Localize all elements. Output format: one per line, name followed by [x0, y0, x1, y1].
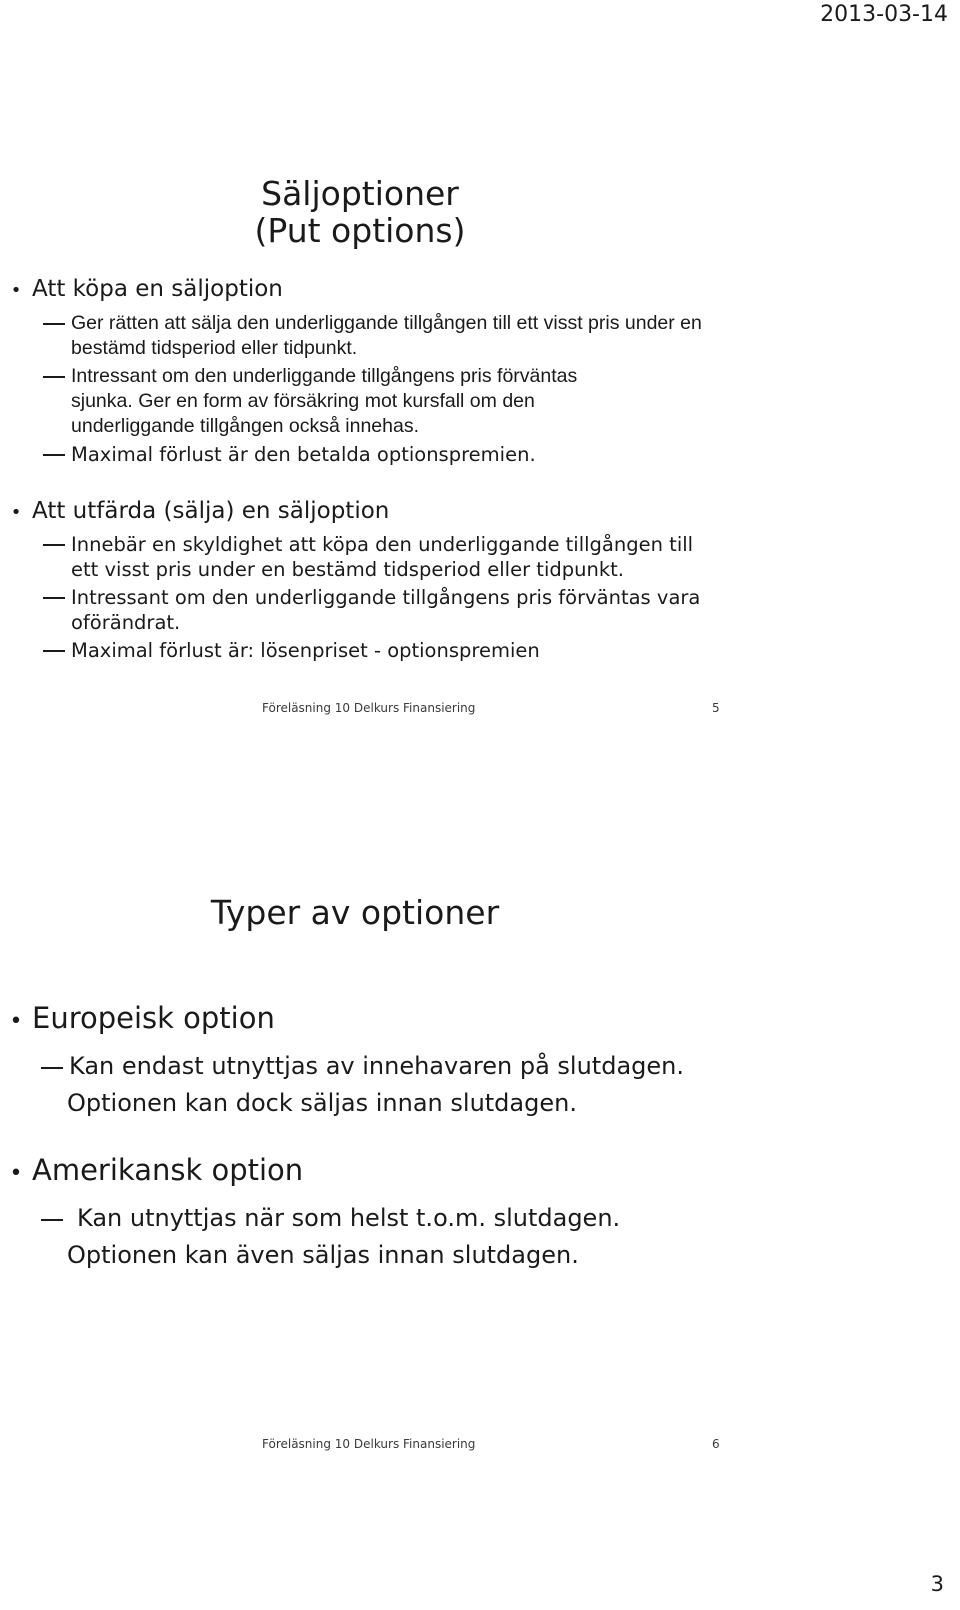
sub-item-text: Intressant om den underliggande tillgångens pris förväntas sjunka. Ger en form av försäkring mot kursfall om den underliggande tillgången också innehas. [71, 365, 578, 437]
sub-item-text: Ger rätten att sälja den underliggande tillgången till ett visst pris under en bestämd tidsperiod eller tidpunkt. [71, 312, 702, 359]
slide-footer: Föreläsning 10 Delkurs Finansiering [262, 701, 476, 715]
bullet-dot-icon: • [10, 502, 22, 523]
bullet-american-option [0, 1153, 303, 1187]
slide-title-line2: (Put options) [254, 210, 466, 250]
sub-item-text: Innebär en skyldighet att köpa den underliggande tillgången till ett visst pris under en bestämd tidsperiod eller tidpunkt. [71, 533, 694, 581]
slide-title: Typer av optioner [210, 893, 500, 932]
bullet-buy-put [0, 276, 283, 302]
bullet-dot-icon: • [10, 280, 22, 301]
slide-number: 5 [712, 701, 720, 715]
sub-item [38, 638, 728, 663]
bullet-text: Att utfärda (sälja) en säljoption [32, 498, 390, 524]
sub-item [38, 1048, 738, 1085]
sub-item [38, 1200, 738, 1237]
sub-list [38, 1048, 738, 1122]
dash-icon [43, 650, 65, 652]
bullet-text: Amerikansk option [32, 1153, 304, 1187]
bullet-text: Att köpa en säljoption [32, 276, 283, 302]
dash-icon [41, 1067, 63, 1069]
sub-list [38, 532, 728, 666]
sub-list [38, 311, 728, 470]
sub-item-text-continued: Optionen kan dock säljas innan slutdagen. [67, 1089, 577, 1117]
bullet-dot-icon: • [9, 1009, 23, 1034]
dash-icon [43, 323, 65, 325]
bullet-dot-icon: • [9, 1161, 23, 1186]
sub-item [38, 364, 728, 439]
document-date: 2013-03-14 [820, 2, 948, 27]
sub-item-text: Maximal förlust är den betalda optionspremien. [71, 443, 536, 466]
sub-item-text: Intressant om den underliggande tillgångens pris förväntas vara oförändrat. [71, 586, 701, 634]
sub-item-text-continued: Optionen kan även säljas innan slutdagen. [67, 1241, 579, 1269]
sub-list [38, 1200, 738, 1274]
sub-item [38, 442, 728, 467]
slide-title-line1: Säljoptioner [261, 174, 459, 213]
dash-icon [43, 597, 65, 599]
slide-title [230, 176, 490, 250]
dash-icon [43, 544, 65, 546]
sub-item-text: Kan endast utnyttjas av innehavaren på slutdagen. [69, 1052, 684, 1080]
sub-item [38, 311, 728, 361]
dash-icon [41, 1219, 63, 1221]
sub-item-text: Maximal förlust är: lösenpriset - optionspremien [71, 639, 540, 662]
page-number: 3 [930, 1572, 944, 1596]
sub-item [38, 532, 728, 582]
dash-icon [43, 376, 65, 378]
slide-number: 6 [712, 1437, 720, 1451]
sub-item [38, 585, 728, 635]
sub-item-text: Kan utnyttjas när som helst t.o.m. slutdagen. [77, 1204, 621, 1232]
bullet-text: Europeisk option [32, 1001, 275, 1035]
bullet-european-option [0, 1001, 275, 1035]
slide-footer: Föreläsning 10 Delkurs Finansiering [262, 1437, 476, 1451]
dash-icon [43, 454, 65, 456]
bullet-write-put [0, 498, 389, 524]
